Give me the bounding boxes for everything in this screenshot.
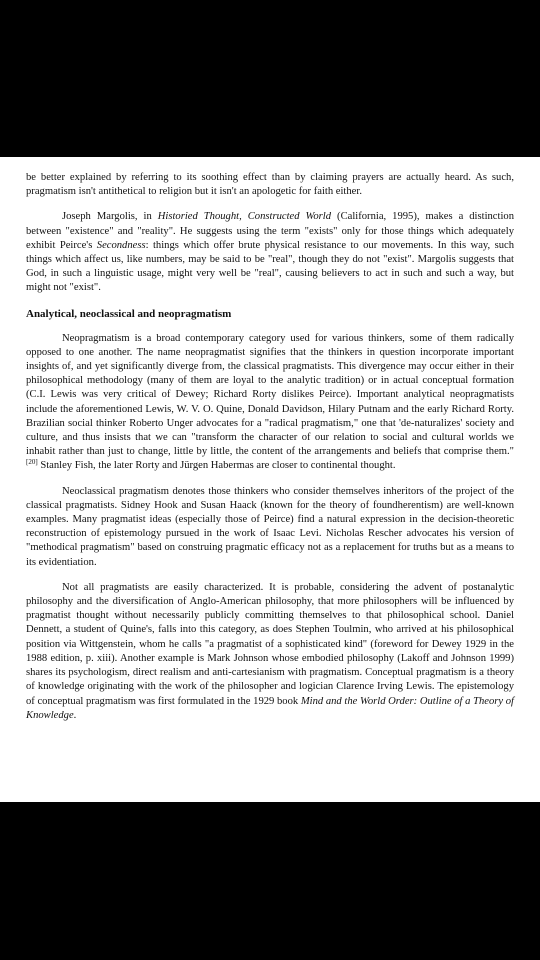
book-title: Historied Thought, Constructed World — [157, 211, 332, 223]
document-page — [0, 157, 540, 802]
section-heading: Analytical, neoclassical and neopragmatism — [26, 307, 232, 320]
text: (California, 1995), makes a distinction between "existence" and "reality". He suggests using the term "exists" only for those things which adequately exhibit Peirce's — [26, 211, 514, 251]
text: Joseph Margolis, in — [62, 211, 158, 223]
text: Stanley Fish, the later Rorty and Jürgen Habermas are closer to continental thought. — [37, 460, 396, 472]
text: Not all pragmatists are easily characterized. It is probable, considering the advent of postanalytic philosophy and the diversification of Anglo-American philosophy, that more philosophers will be influenced by pragmatist thought without necessarily publicly committing themselves to that philosophical school. Daniel Dennett, a student of Quine's, falls into this category, as does Stephen Toulmin, who arrived at his philosophical position via Wittgenstein, whom he calls "a pragmatist of a sophisticated kind" (foreword for Dewey 1929 in the 1988 edition, p. xiii). Another example is Mark Johnson whose embodied philosophy (Lakoff and Johnson 1999) shares its psychologism, direct realism and anti-cartesianism with pragmatism. Conceptual pragmatism is a theory of knowledge originating with the work of the philosopher and logician Clarence Irving Lewis. The epistemology of conceptual pragmatism was first formulated in the 1929 book — [26, 581, 514, 707]
paragraph-other-pragmatists — [26, 581, 514, 723]
book-title: Mind and the World Order: Outline of a Theory of Knowledge — [26, 695, 515, 721]
text: Neopragmatism is a broad contemporary category used for various thinkers, some of them radically opposed to one another. The name neopragmatist signifies that the thinkers in question incorporate important insights of, and yet significantly diverge from, the classical pragmatists. This divergence may occur either in their philosophical methodology (many of them are loyal to the analytic tradition) or in actual conceptual formation (C.I. Lewis was very critical of Dewey; Richard Rorty dislikes Peirce). Important analytical neopragmatists include the aforementioned Lewis, W. V. O. Quine, Donald Davidson, Hilary Putnam and the early Richard Rorty. Brazilian social thinker Roberto Unger advocates for a "radical pragmatism," one that 'de-naturalizes' society and culture, and thus insists that we can "transform the character of our relation to social and cultural worlds we inhabit rather than just to change, little by little, the content of the arrangements and beliefs that comprise them." — [26, 332, 514, 458]
text: . — [73, 709, 77, 721]
paragraph-neoclassical: Neoclassical pragmatism denotes those thinkers who consider themselves inheritors of the project of the classical pragmatists. Sidney Hook and Susan Haack (known for the theory of foundherentism) are well-known examples. Many pragmatist ideas (especially those of Peirce) find a natural expression in the decision-theoretic reconstruction of epistemology pursued in the work of Isaac Levi. Nicholas Rescher advocates his version of "methodical pragmatism" based on construing pragmatic efficacy not as a replacement for truths but as a means to its evidentiation. — [26, 485, 514, 568]
paragraph-margolis — [26, 210, 514, 295]
paragraph-neopragmatism — [26, 332, 514, 474]
term-secondness: Secondness — [96, 239, 146, 251]
text: : things which offer brute physical resistance to our movements. In this way, such things which affect us, like numbers, may be said to be "real", though they do not "exist". Margolis suggests that God, in such a linguistic usage, might very well be "real", causing believers to act in such and such a way, but might not "exist". — [26, 239, 514, 294]
citation-ref[interactable]: [20] — [26, 458, 38, 467]
paragraph-religion: be better explained by referring to its soothing effect than by claiming prayers are actually heard. As such, pragmatism isn't antithetical to religion but it isn't an apologetic for faith either. — [26, 172, 514, 198]
